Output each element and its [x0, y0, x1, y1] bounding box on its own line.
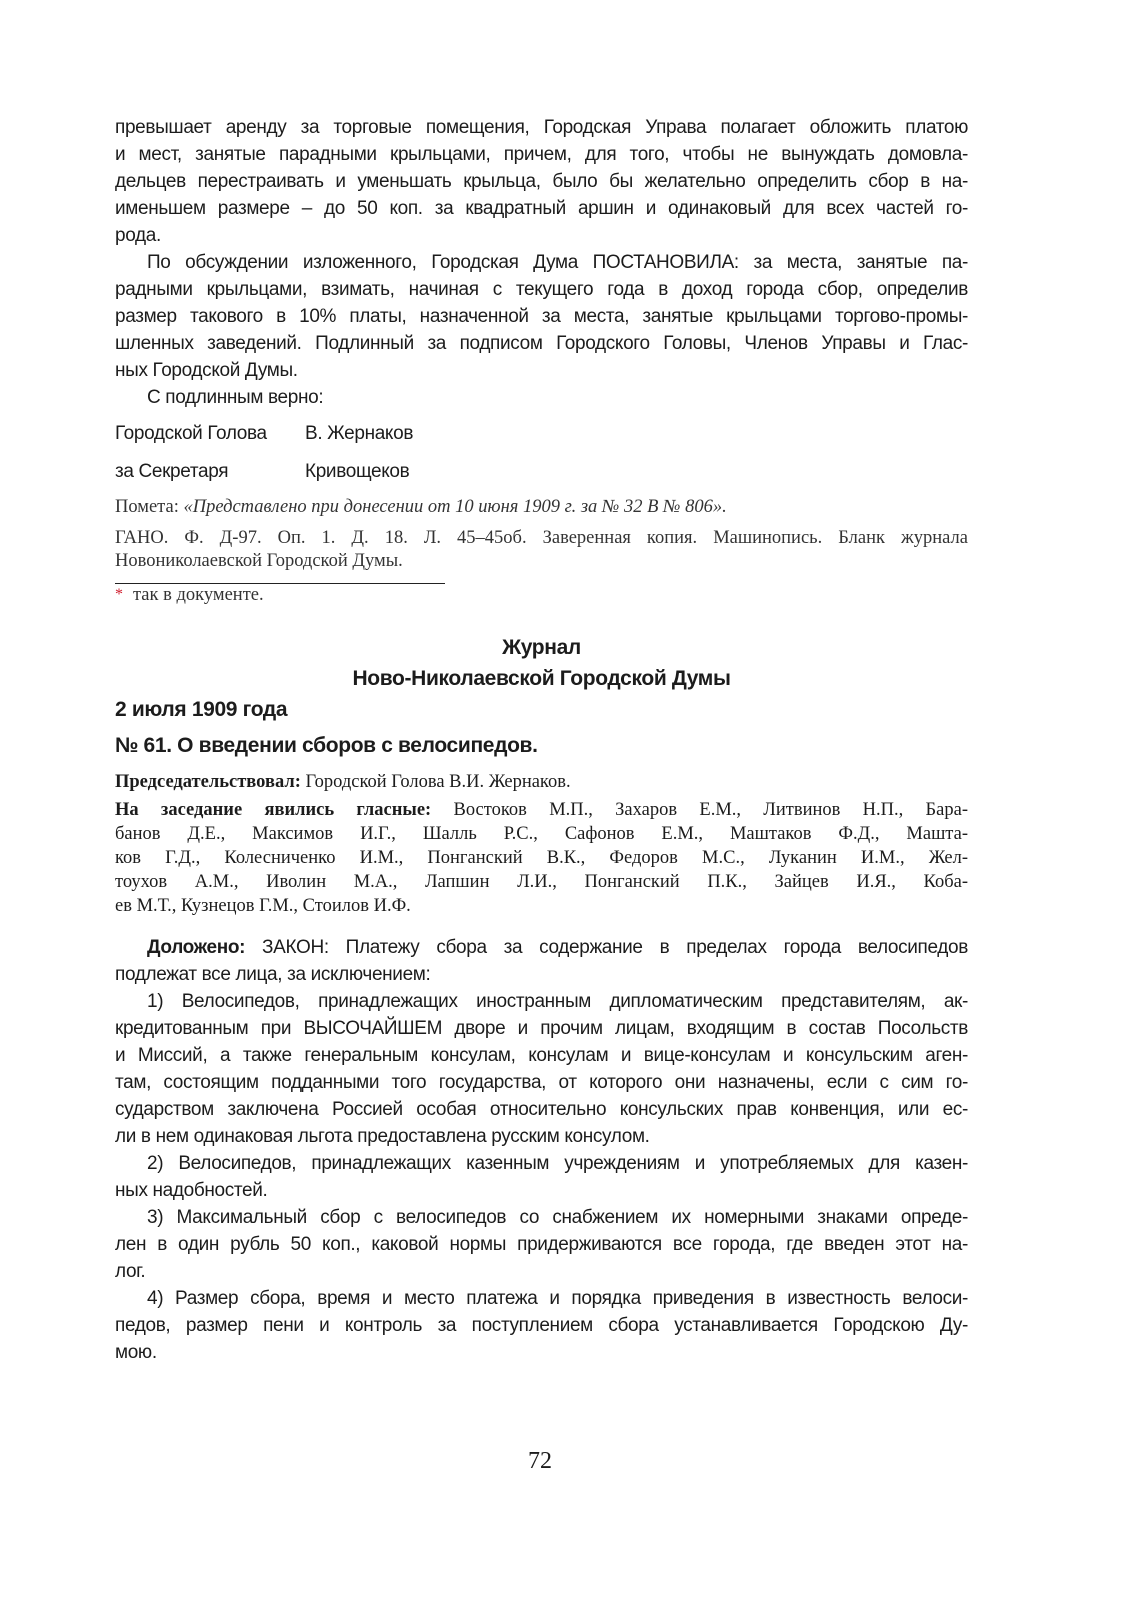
text-line: 2) Велосипедов, принадлежащих казенным учреждениям и употребляемых для казен- [147, 1153, 968, 1174]
document-page [115, 114, 968, 1366]
text-line: превышает аренду за торговые помещения, Городская Управа полагает обложить платою [115, 117, 968, 138]
text-line: радными крыльцами, взимать, начиная с текущего года в доход города сбор, определив [115, 279, 968, 300]
text-line: лен в один рубль 50 коп., каковой нормы придерживаются все города, где введен этот на- [115, 1234, 968, 1255]
chair: Председательствовал: Городской Голова В.И. Жернаков. [115, 772, 571, 792]
text-line: шленных заведений. Подлинный за подписом Городского Головы, Членов Управы и Глас- [115, 333, 968, 354]
text-line: и Миссий, а также генеральным консулам, консулам и вице-консулам и консульским аген- [115, 1045, 968, 1066]
text-line: размер такового в 10% платы, назначенной за места, занятые крыльцами торгово-промы- [115, 306, 968, 327]
law-item [115, 1285, 968, 1366]
text-line: кредитованным при ВЫСОЧАЙШЕМ дворе и прочим лицам, входящим в состав Посольств [115, 1018, 968, 1039]
text-line: там, состоящим подданными того государства, от которого они назначены, если с сим го- [115, 1072, 968, 1093]
text-line: 3) Максимальный сбор с велосипедов со снабжением их номерными знаками опреде- [147, 1207, 968, 1228]
text-line: ев М.Т., Кузнецов Г.М., Стоилов И.Ф. [115, 896, 411, 916]
text-line: ков Г.Д., Колесниченко И.М., Понганский В.К., Федоров М.С., Луканин И.М., Жел- [115, 848, 968, 868]
signature-row: за Секретаря Кривощеков [115, 461, 410, 482]
law-items [115, 988, 968, 1366]
text-line: По обсуждении изложенного, Городская Дума ПОСТАНОВИЛА: за места, занятые па- [147, 252, 968, 273]
text-line: мою. [115, 1342, 157, 1363]
text-line: лог. [115, 1261, 146, 1282]
text-line: подлежат все лица, за исключением: [115, 964, 431, 985]
text-line: ли в нем одинаковая льгота предоставлена русским консулом. [115, 1126, 650, 1147]
text-line: ных Городской Думы. [115, 360, 298, 381]
paragraph-2 [115, 249, 968, 384]
text-line: Доложено: ЗАКОН: Платежу сбора за содержание в пределах города велосипедов [147, 937, 968, 958]
text-line: дельцев перестраивать и уменьшать крыльца, было бы желательно определить сбор в на- [115, 171, 968, 192]
text-line: банов Д.Е., Максимов И.Г., Шалль Р.С., Сафонов Е.М., Маштаков Ф.Д., Машта- [115, 824, 968, 844]
text-line: именьшем размере – до 50 коп. за квадратный аршин и одинаковый для всех частей го- [115, 198, 968, 219]
law-item [115, 1204, 968, 1285]
journal-title: Журнал Ново-Николаевской Городской Думы [352, 636, 731, 690]
text-line: педов, размер пени и контроль за поступлением сбора устанавливается Городскою Ду- [115, 1315, 968, 1336]
law-item [115, 988, 968, 1150]
text-line: ных надобностей. [115, 1180, 268, 1201]
footnote: * так в документе. [115, 585, 264, 605]
archive-source: ГАНО. Ф. Д-97. Оп. 1. Д. 18. Л. 45–45об. Заверенная копия. Машинопись. Бланк журнала Новониколаевской Городской Думы. [115, 528, 968, 571]
signatures [115, 415, 968, 491]
text-line: На заседание явились гласные: Востоков М.П., Захаров Е.М., Литвинов Н.П., Бара- [115, 800, 968, 820]
present-members [115, 798, 968, 918]
page-number: 72 [528, 1448, 552, 1474]
note: Помета: «Представлено при донесении от 10 июня 1909 г. за № 32 В № 806». [115, 497, 727, 517]
session-date: 2 июля 1909 года [115, 698, 288, 721]
reported [115, 934, 968, 988]
signature-row: Городской Голова В. Жернаков [115, 423, 414, 444]
text-line: тоухов А.М., Иволин М.А., Лапшин Л.И., Понганский П.К., Зайцев И.Я., Коба- [115, 872, 968, 892]
paragraph-1 [115, 114, 968, 249]
text-line: 1) Велосипедов, принадлежащих иностранным дипломатическим представителям, ак- [147, 991, 968, 1012]
text-line: сударством заключена Россией особая относительно консульских прав конвенция, или ес- [115, 1099, 968, 1120]
item-title: № 61. О введении сборов с велосипедов. [115, 734, 538, 757]
text-line: рода. [115, 225, 161, 246]
text-line: 4) Размер сбора, время и место платежа и порядка приведения в известность велоси- [147, 1288, 968, 1309]
text-line: и мест, занятые парадными крыльцами, причем, для того, чтобы не вынуждать домовла- [115, 144, 968, 165]
law-item [115, 1150, 968, 1204]
certified-line: С подлинным верно: [147, 387, 324, 408]
